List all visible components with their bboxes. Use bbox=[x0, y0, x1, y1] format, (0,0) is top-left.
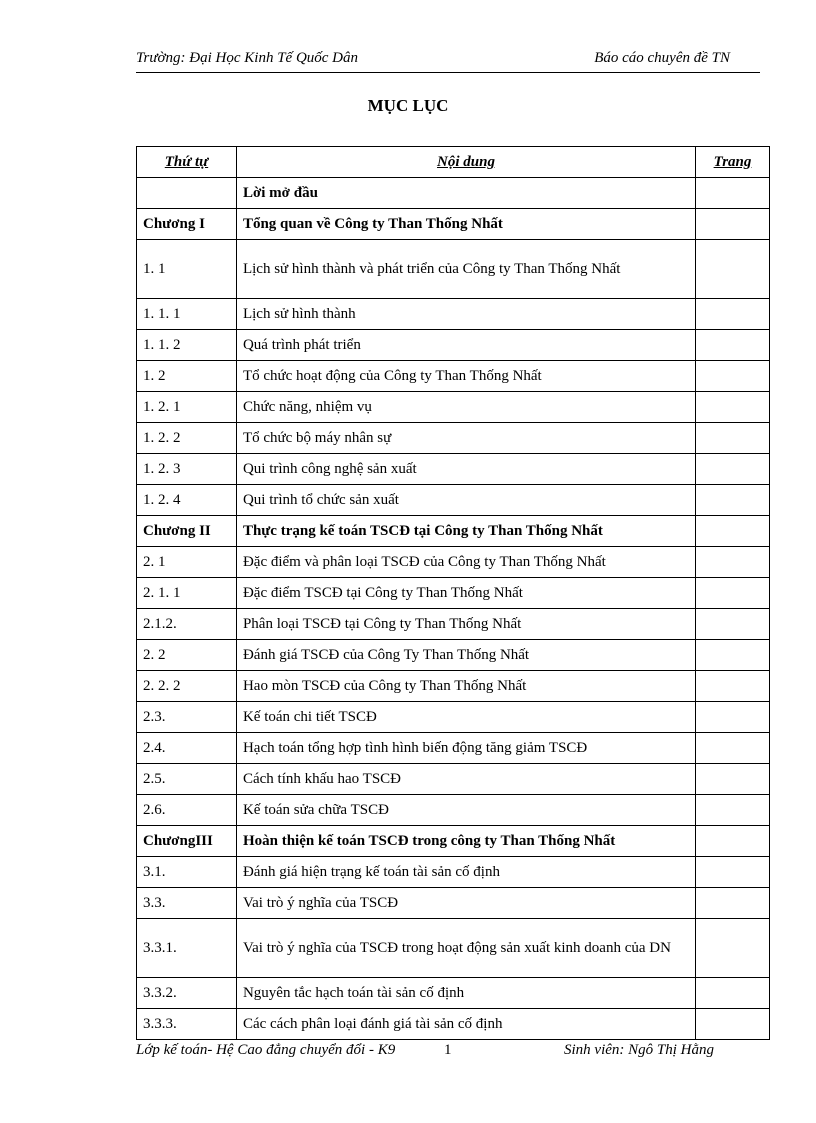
table-row bbox=[137, 795, 770, 826]
row-number: 2.1.2. bbox=[137, 609, 237, 640]
row-page bbox=[696, 578, 770, 609]
row-page bbox=[696, 795, 770, 826]
row-page bbox=[696, 178, 770, 209]
row-number: 2. 2. 2 bbox=[137, 671, 237, 702]
row-page bbox=[696, 240, 770, 299]
row-content: Cách tính khấu hao TSCĐ bbox=[236, 764, 695, 795]
row-page bbox=[696, 919, 770, 978]
table-row bbox=[137, 423, 770, 454]
row-content: Đánh giá hiện trạng kế toán tài sản cố định bbox=[236, 857, 695, 888]
footer-page-number: 1 bbox=[444, 1042, 452, 1058]
row-page bbox=[696, 702, 770, 733]
row-page bbox=[696, 733, 770, 764]
row-content: Thực trạng kế toán TSCĐ tại Công ty Than Thống Nhất bbox=[236, 516, 695, 547]
header-page: Trang bbox=[696, 147, 770, 178]
table-row bbox=[137, 240, 770, 299]
row-number: 3.3.1. bbox=[137, 919, 237, 978]
row-number: 1. 1. 2 bbox=[137, 330, 237, 361]
row-number: 1. 2. 4 bbox=[137, 485, 237, 516]
table-row bbox=[137, 640, 770, 671]
row-page bbox=[696, 764, 770, 795]
table-row bbox=[137, 578, 770, 609]
row-number: 3.3.2. bbox=[137, 978, 237, 1009]
row-page bbox=[696, 826, 770, 857]
row-number: 2. 1 bbox=[137, 547, 237, 578]
table-row bbox=[137, 1009, 770, 1040]
row-page bbox=[696, 454, 770, 485]
row-number: 1. 2. 2 bbox=[137, 423, 237, 454]
row-content: Nguyên tắc hạch toán tài sản cố định bbox=[236, 978, 695, 1009]
row-number: ChươngIII bbox=[137, 826, 237, 857]
table-row bbox=[137, 888, 770, 919]
row-content: Hạch toán tổng hợp tình hình biến động tăng giảm TSCĐ bbox=[236, 733, 695, 764]
row-number: 3.3. bbox=[137, 888, 237, 919]
table-row bbox=[137, 671, 770, 702]
row-number: 2. 1. 1 bbox=[137, 578, 237, 609]
table-row bbox=[137, 485, 770, 516]
table-row bbox=[137, 361, 770, 392]
footer-class: Lớp kế toán- Hệ Cao đẳng chuyển đổi - K9 bbox=[136, 1042, 396, 1058]
table-row bbox=[137, 857, 770, 888]
table-row bbox=[137, 392, 770, 423]
table-row bbox=[137, 516, 770, 547]
row-number: 1. 1. 1 bbox=[137, 299, 237, 330]
row-content: Qui trình công nghệ sản xuất bbox=[236, 454, 695, 485]
row-content: Lịch sử hình thành bbox=[236, 299, 695, 330]
table-row bbox=[137, 919, 770, 978]
row-page bbox=[696, 609, 770, 640]
row-page bbox=[696, 1009, 770, 1040]
header-report-title: Báo cáo chuyên đề TN bbox=[594, 50, 730, 66]
row-page bbox=[696, 392, 770, 423]
row-number: Chương II bbox=[137, 516, 237, 547]
row-content: Hoàn thiện kế toán TSCĐ trong công ty Than Thống Nhất bbox=[236, 826, 695, 857]
row-content: Kế toán chi tiết TSCĐ bbox=[236, 702, 695, 733]
row-content: Các cách phân loại đánh giá tài sản cố định bbox=[236, 1009, 695, 1040]
row-content: Lời mở đầu bbox=[236, 178, 695, 209]
row-page bbox=[696, 888, 770, 919]
table-row bbox=[137, 609, 770, 640]
row-page bbox=[696, 299, 770, 330]
row-content: Đặc điểm và phân loại TSCĐ của Công ty Than Thống Nhất bbox=[236, 547, 695, 578]
table-row bbox=[137, 547, 770, 578]
row-number: 2.4. bbox=[137, 733, 237, 764]
row-content: Qui trình tổ chức sản xuất bbox=[236, 485, 695, 516]
page-title: MỤC LỤC bbox=[367, 96, 449, 115]
row-page bbox=[696, 209, 770, 240]
row-page bbox=[696, 516, 770, 547]
row-page bbox=[696, 485, 770, 516]
row-page bbox=[696, 547, 770, 578]
table-row bbox=[137, 733, 770, 764]
table-row bbox=[137, 330, 770, 361]
row-content: Chức năng, nhiệm vụ bbox=[236, 392, 695, 423]
row-number: 2.3. bbox=[137, 702, 237, 733]
row-number: 3.1. bbox=[137, 857, 237, 888]
row-number: 1. 2. 3 bbox=[137, 454, 237, 485]
row-page bbox=[696, 857, 770, 888]
row-number: 1. 2 bbox=[137, 361, 237, 392]
footer-student: Sinh viên: Ngô Thị Hằng bbox=[564, 1042, 714, 1058]
header-school: Trường: Đại Học Kinh Tế Quốc Dân bbox=[136, 50, 359, 66]
row-page bbox=[696, 640, 770, 671]
row-content: Vai trò ý nghĩa của TSCĐ bbox=[236, 888, 695, 919]
row-number: 2.5. bbox=[137, 764, 237, 795]
row-page bbox=[696, 423, 770, 454]
table-row bbox=[137, 978, 770, 1009]
row-content: Lịch sử hình thành và phát triển của Công ty Than Thống Nhất bbox=[236, 240, 695, 299]
table-row bbox=[137, 209, 770, 240]
table-row bbox=[137, 454, 770, 485]
header-content: Nội dung bbox=[236, 147, 695, 178]
row-content: Tổng quan về Công ty Than Thống Nhất bbox=[236, 209, 695, 240]
row-content: Đánh giá TSCĐ của Công Ty Than Thống Nhất bbox=[236, 640, 695, 671]
table-row bbox=[137, 702, 770, 733]
row-number: 2.6. bbox=[137, 795, 237, 826]
row-page bbox=[696, 330, 770, 361]
table-row bbox=[137, 764, 770, 795]
row-content: Tổ chức hoạt động của Công ty Than Thống Nhất bbox=[236, 361, 695, 392]
row-content: Hao mòn TSCĐ của Công ty Than Thống Nhất bbox=[236, 671, 695, 702]
row-content: Vai trò ý nghĩa của TSCĐ trong hoạt động sản xuất kinh doanh của DN bbox=[236, 919, 695, 978]
row-content: Quá trình phát triển bbox=[236, 330, 695, 361]
table-row bbox=[137, 826, 770, 857]
row-number: 2. 2 bbox=[137, 640, 237, 671]
row-page bbox=[696, 671, 770, 702]
page-header bbox=[136, 48, 760, 73]
row-page bbox=[696, 978, 770, 1009]
row-content: Kế toán sửa chữa TSCĐ bbox=[236, 795, 695, 826]
row-content: Tổ chức bộ máy nhân sự bbox=[236, 423, 695, 454]
row-content: Đặc điểm TSCĐ tại Công ty Than Thống Nhất bbox=[236, 578, 695, 609]
row-page bbox=[696, 361, 770, 392]
row-number: 3.3.3. bbox=[137, 1009, 237, 1040]
table-of-contents bbox=[136, 146, 770, 1040]
table-row bbox=[137, 299, 770, 330]
table-row bbox=[137, 178, 770, 209]
row-number bbox=[137, 178, 237, 209]
row-number: 1. 2. 1 bbox=[137, 392, 237, 423]
row-content: Phân loại TSCĐ tại Công ty Than Thống Nhất bbox=[236, 609, 695, 640]
header-order: Thứ tự bbox=[137, 147, 237, 178]
table-header-row bbox=[137, 147, 770, 178]
row-number: Chương I bbox=[137, 209, 237, 240]
row-number: 1. 1 bbox=[137, 240, 237, 299]
